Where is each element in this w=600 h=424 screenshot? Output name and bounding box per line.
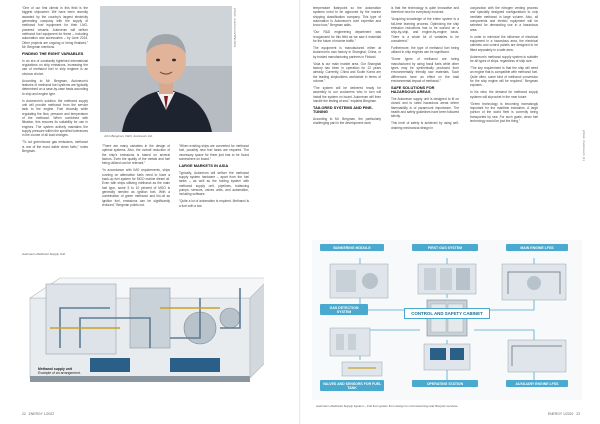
paragraph: “When existing ships are converted for methanol fuel, possibly new fuel tanks are required. The necessary space for them just has to be found somewhere on board.” [179, 144, 249, 162]
paragraph: “Some types of methanol are being manufactured by using fossil fuels while other types may be synthetically produced from environmentally friendly raw materials. Such differences have an effect on the total environmental impact of methanol.” [391, 57, 459, 83]
paragraph: In his view, the demand for methanol supply systems will skyrocket in the near future. [470, 90, 538, 99]
paragraph: The Autoneum supply unit is designed to fit on closed and to rated hazardous areas where flammability is of paramount importance. The health and safety guidelines have been followed strictly. [391, 97, 459, 119]
section-heading-tailored: TAILORED SYSTEMS AND FINE-TUNING [313, 104, 373, 115]
paragraph: In order to minimize the influence of electrical equipment in a hazardous area, the electrical cabinets and control panels are designed to be fitted separately in a safe area. [470, 34, 538, 52]
paragraph: In Autoneum’s solution, the methanol supply unit will provide methanol from the service tank to the engine. Fuel viscosity while regulating the flow, pressure and temperature of the methanol. When combined with filtration, this ensures its suitability for use in engines. The system actively maintains the supply pressure within the specified tolerances in the course of all load changes. [22, 98, 88, 138]
right-column-1 [313, 6, 381, 128]
left-column-1 [22, 6, 88, 156]
diagram-label-control-cabinet: CONTROL AND SAFETY CABINET [404, 308, 490, 319]
right-column-2 [391, 6, 459, 133]
section-heading-asia: LARGE MARKETS IN ASIA [179, 162, 229, 168]
paragraph: This level of safety is achieved by using self-draining mechanical design in [391, 121, 459, 130]
section-heading-hazardous: SAFE SOLUTIONS FOR HAZARDOUS AREAS [391, 84, 435, 95]
diagram-artwork [312, 240, 582, 400]
paragraph: temperature flashpoint so the automation systems need to be approved by the marine shipping classification company. This type of automation is Autoneum’s core expertise and know-how,” Bergman adds. [313, 6, 381, 28]
paragraph: conjunction with the nitrogen venting process and specially designed configurations to only ventilate methanol in large volume. Also, all components and electric equipment will be selected for demanding use in a hazardous area. [470, 6, 538, 32]
paragraph: “The system will be delivered ready for assembly to our customers who in turn will install the system on board. Autoneum will then handle the testing at sea,” explains Bergman. [313, 85, 381, 103]
paragraph: “In accordance with IMO requirements, ships running on alternative fuels need to have a back-up fuel system for MGO marine diesel oil. Even with ships utilizing methanol as the main fuel type, some 5 to 10 percent of MGO is generally needed as ignition fuel. With a combination of green methanol and bio-oil as ignition fuel, emissions can be significantly reduced,” Bergman points out. [102, 168, 170, 208]
paragraph: “Quite a lot of automation is required. Methanol is a fuel with a low [179, 199, 249, 208]
folio-left [22, 412, 54, 416]
paragraph: According to Mr. Bergman, the particularly challenging part in the development work [313, 117, 381, 126]
section-heading-variables: FINDING THE RIGHT VARIABLES [22, 51, 84, 57]
portrait-photo [100, 6, 232, 132]
issue-left: ENERGY 1/2022 [28, 412, 55, 416]
portrait-illustration [100, 6, 232, 132]
page-number-right: 23 [576, 412, 580, 416]
paragraph: “Acquiring knowledge of the entire system is a full-time learning process. Optimizing the ship emission reductions has to be worked on a ship-by-ship, and engine-by-engine basis. There is a whole lot of variables to be considered.” [391, 17, 459, 43]
paragraph: In an era of constantly tightened international regulations on ship emissions, increasing the use of methanol fuel in ship engines is an obvious choice. [22, 58, 88, 76]
fuel-system-diagram [312, 240, 582, 400]
plant-caption: Autoneum Methanol Supply Unit. [22, 252, 66, 256]
paragraph: The equipment is manufactured either at Autoneum’s own factory in Shanghai, China, or by trusted manufacturing partners in Finland. [313, 45, 381, 59]
left-column-2 [102, 144, 170, 210]
diagram-label-first-gas: FIRST GAS SYSTEM [412, 244, 478, 251]
page-credit: photo: Autoneum (1) [582, 130, 586, 161]
paragraph: “Our R&D engineering department was reorganized for this field as we saw it essential for the future of marine traffic.” [313, 30, 381, 43]
photo-credit: photo: Autoneum/Wärtsilä [233, 8, 237, 48]
left-column-3 [179, 144, 249, 211]
plant-label [38, 367, 81, 375]
right-column-3 [470, 6, 538, 126]
paragraph: “Asia is our main market area. Our Shanghai factory has been in operation for 22 years already. Currently, China and South Korea are the leading shipbuilders worldwide in terms of volume.” [313, 61, 381, 83]
folio-right [548, 412, 580, 416]
page-number-left: 22 [22, 412, 26, 416]
paragraph: “The key requirement is that the ship will need an engine that is compatible with methanol fuel. Quite often, some kind of methanol conversion for the ship engine will be required,” Bergman explains. [470, 65, 538, 88]
diagram-caption: Autoneum Methanol Supply System – Full fuel system from design to commissioning and lifecycle services. [316, 404, 459, 408]
paragraph: Furthermore, the type of methanol fuel being utilized in ship engines can be significant. [391, 45, 459, 55]
paragraph: “Green technology is becoming increasingly important for the maritime industries. A large portion of the world fleet is currently being transported by sea. For such goals, clean fuel technology would be just the thing,” [470, 101, 538, 123]
methanol-supply-unit-illustration [20, 258, 264, 408]
diagram-label-operating: OPERATING STATION [412, 380, 478, 387]
intro-paragraph: “One of our first clients in this field is the biggest shipowner. We have been recently awarded by the country's largest electricity generating company with the supply of methanol fuel equipment for their LNG-powered vessels. Autoneum will deliver methanol fuel equipment for these – including automation and accessories – by June 2024. Other projects are ongoing or being finalized,” Mr. Bergman mentions. [22, 6, 88, 50]
photo-caption: John Bergman, CEO, Autoneum Ltd. [104, 134, 153, 138]
diagram-label-bunkering: BUNKERING MODULE [320, 244, 384, 251]
issue-right: ENERGY 1/2022 [547, 412, 574, 416]
plant-label-sub: Example of an arrangement. [38, 371, 81, 376]
diagram-label-auxiliary: AUXILIARY ENGINE LFSS [506, 380, 568, 387]
diagram-label-main-engine: MAIN ENGINE LFSS [506, 244, 568, 251]
paragraph: “There are many variables in the design of optimal systems. Also, the overall reduction of the ship’s emissions is based on several factors. Even the quality of the metals and fuel being utilized can be relevant.” [102, 144, 170, 166]
paragraph: “To cut greenhouse gas emissions, methanol is one of the most viable clean fuels,” notes Bergman. [22, 140, 88, 153]
paragraph: is that the technology is quite innovative and therefore new for everybody involved. [391, 6, 459, 15]
paragraph: Typically, Autoneum will deliver the methanol supply system hardware – apart from the fuel tanks – as well as the fueling system with methanol supply unit, pipelines, balancing pumps, sensors, valves units, and automation, including software. [179, 170, 249, 197]
paragraph: Autoneum’s methanol supply system is suitable for all types of ships, regardless of ship size. [470, 54, 538, 63]
page-gutter [299, 0, 301, 424]
plant-label-title: Methanol supply unit [38, 367, 72, 371]
paragraph: According to Mr. Bergman, Autoneum’s features of methanol fuel systems are typically determined on a case-by-case basis according to ship and engine type. [22, 78, 88, 96]
diagram-label-valves: VALVES AND SENSORS FOR FUEL TANK [320, 380, 384, 391]
diagram-label-gas-detection: GAS DETECTION SYSTEM [320, 304, 368, 315]
